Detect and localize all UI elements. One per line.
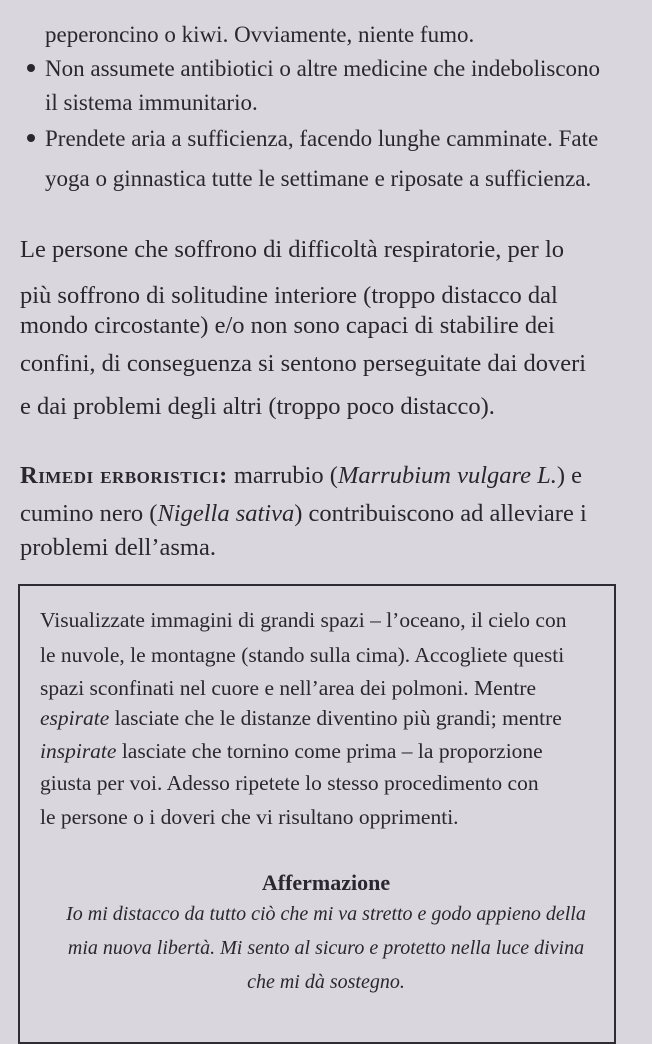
box-line-6: giusta per voi. Adesso ripetete lo stesso procedimento con <box>40 771 539 795</box>
remedies-text: marrubio ( <box>227 462 338 489</box>
box-line-4 <box>40 706 562 731</box>
paragraph-line-5: e dai problemi degli altri (troppo poco distacco). <box>20 393 495 420</box>
box-line-5 <box>40 739 543 764</box>
box-text: lasciate che le distanze diventino più grandi; mentre <box>109 706 562 730</box>
box-line-2: le nuvole, le montagne (stando sulla cima). Accogliete questi <box>40 643 565 667</box>
affirmation-line-1: Io mi distacco da tutto ciò che mi va stretto e godo appieno della <box>66 903 586 925</box>
box-line-3: spazi sconfinati nel cuore e nell’area dei polmoni. Mentre <box>40 676 537 700</box>
bullet-item-2-line-2: yoga o ginnastica tutte le settimane e riposate a sufficienza. <box>45 166 592 191</box>
remedies-line-3: problemi dell’asma. <box>20 534 216 561</box>
remedies-line-1 <box>20 462 582 490</box>
remedies-text: ) contribuiscono ad alleviare i <box>294 500 587 527</box>
affirmation-line-3: che mi dà sostegno. <box>247 971 405 993</box>
bullet-dot <box>27 134 35 142</box>
remedies-latin-name: Nigella sativa <box>157 500 295 527</box>
bullet-continuation-line: peperoncino o kiwi. Ovviamente, niente fumo. <box>45 22 475 47</box>
bullet-dot <box>27 64 35 72</box>
box-text: lasciate che tornino come prima – la proporzione <box>116 739 543 763</box>
paragraph-line-3: mondo circostante) e/o non sono capaci di stabilire dei <box>20 312 555 339</box>
remedies-label: Rimedi erboristici: <box>20 462 228 489</box>
paragraph-line-2: più soffrono di solitudine interiore (troppo distacco dal <box>20 282 558 309</box>
paragraph-line-4: confini, di conseguenza si sentono perseguitate dai doveri <box>20 350 587 377</box>
paragraph-line-1: Le persone che soffrono di difficoltà respiratorie, per lo <box>20 236 565 263</box>
bullet-item-1-line-2: il sistema immunitario. <box>45 90 258 115</box>
box-italic-word: inspirate <box>40 739 117 763</box>
bullet-item-2-line-1: Prendete aria a sufficienza, facendo lunghe camminate. Fate <box>45 126 599 151</box>
affirmation-title: Affermazione <box>261 870 391 895</box>
box-line-7: le persone o i doveri che vi risultano opprimenti. <box>40 805 459 829</box>
remedies-text: cumino nero ( <box>20 500 158 527</box>
remedies-latin-name: Marrubium vulgare L. <box>337 462 557 489</box>
affirmation-line-2: mia nuova libertà. Mi sento al sicuro e protetto nella luce divina <box>67 937 585 959</box>
box-line-1: Visualizzate immagini di grandi spazi – l’oceano, il cielo con <box>40 608 567 632</box>
box-italic-word: espirate <box>40 706 110 730</box>
remedies-line-2 <box>20 500 587 528</box>
remedies-text: ) e <box>556 462 583 489</box>
bullet-item-1-line-1: Non assumete antibiotici o altre medicine che indeboliscono <box>45 56 601 81</box>
